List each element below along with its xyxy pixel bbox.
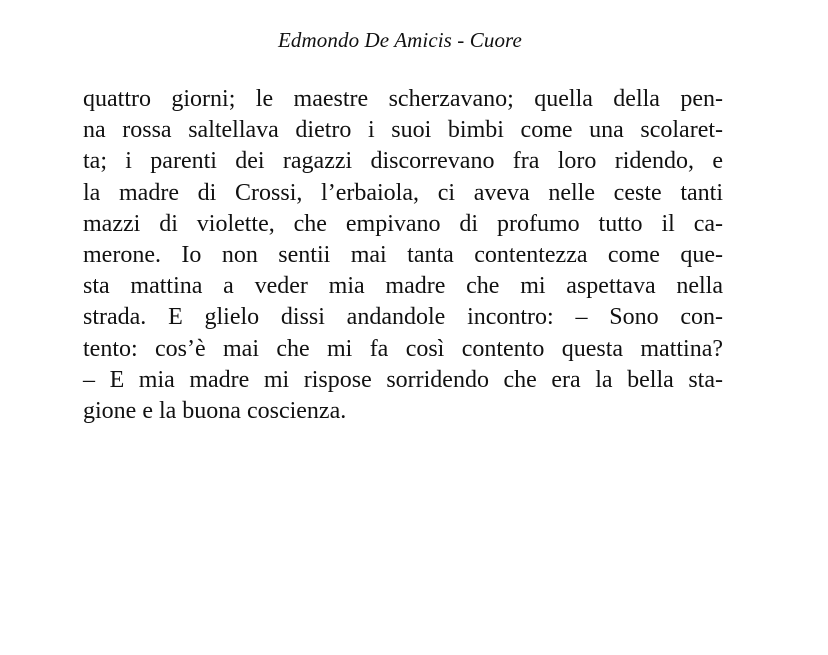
- text-line: na rossa saltellava dietro i suoi bimbi come una scolaret-: [83, 117, 723, 144]
- text-line: gione e la buona coscienza.: [83, 398, 347, 425]
- text-line: sta mattina a veder mia madre che mi aspettava nella: [83, 273, 723, 300]
- text-line: tento: cos’è mai che mi fa così contento questa mattina?: [83, 335, 723, 362]
- text-line: quattro giorni; le maestre scherzavano; quella della pen-: [83, 86, 723, 112]
- running-header: Edmondo De Amicis - Cuore: [278, 28, 522, 52]
- text-line: merone. Io non sentii mai tanta contentezza come que-: [83, 242, 723, 269]
- text-line: la madre di Crossi, l’erbaiola, ci aveva nelle ceste tanti: [83, 179, 723, 206]
- text-line: strada. E glielo dissi andandole incontro: – Sono con-: [83, 304, 723, 331]
- text-line: ta; i parenti dei ragazzi discorrevano fra loro ridendo, e: [83, 148, 723, 175]
- text-line: mazzi di violette, che empivano di profumo tutto il ca-: [83, 210, 723, 237]
- body-paragraph: [83, 84, 723, 427]
- text-line: – E mia madre mi rispose sorridendo che era la bella sta-: [83, 366, 723, 393]
